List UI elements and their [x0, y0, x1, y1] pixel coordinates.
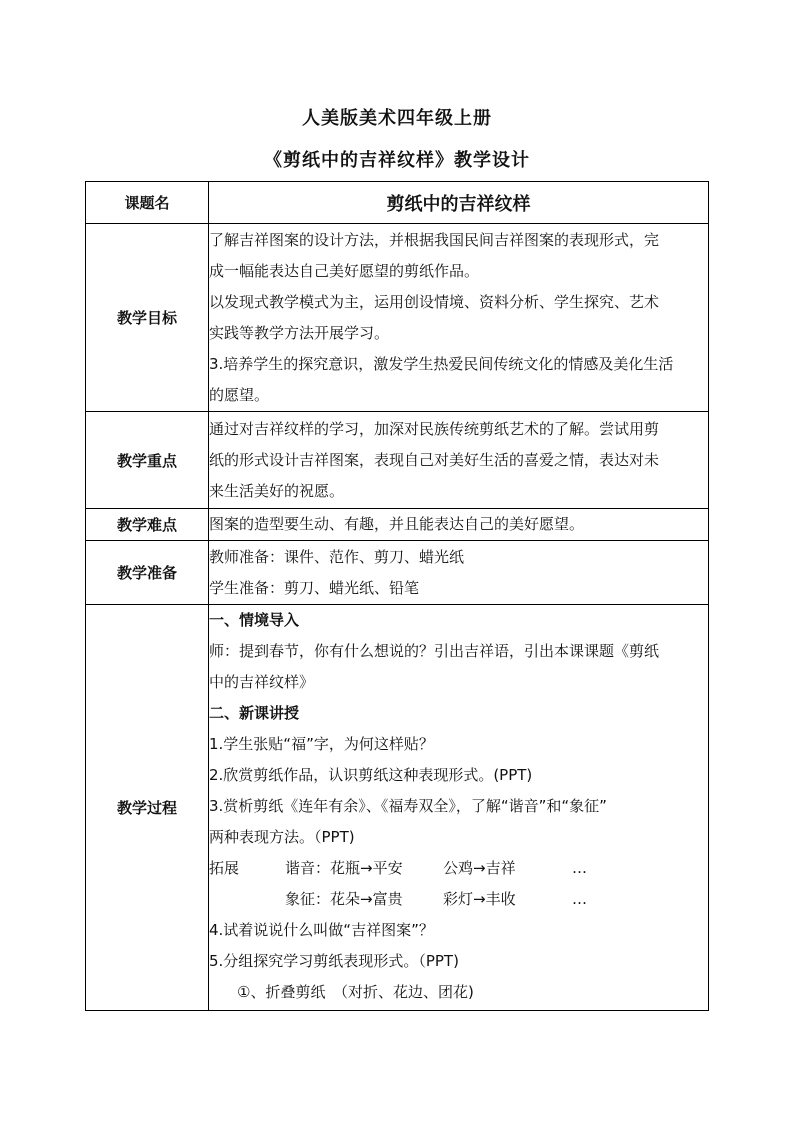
focus-label: 教学重点 — [86, 412, 209, 509]
extension-spacer — [209, 884, 285, 915]
row-goals — [86, 224, 709, 412]
process-line: 师：提到春节，你有什么想说的？引出吉祥语，引出本课课题《剪纸 — [209, 642, 660, 660]
topic-label: 课题名 — [86, 182, 209, 224]
process-line: 2.欣赏剪纸作品，认识剪纸这种表现形式。(PPT) — [209, 766, 533, 784]
row-topic — [86, 182, 709, 224]
goals-line: 实践等教学方法开展学习。 — [209, 323, 390, 342]
process-line: 中的吉祥纹样》 — [209, 673, 315, 691]
prep-line: 教师准备：课件、范作、剪刀、蜡光纸 — [209, 547, 465, 566]
process-line: ①、折叠剪纸 （对折、花边、团花) — [237, 983, 474, 1001]
extension-row — [209, 884, 708, 915]
process-content — [209, 605, 709, 1011]
focus-line: 来生活美好的祝愿。 — [209, 481, 345, 500]
extension-cell: 象征：花朵→富贵 — [285, 890, 403, 908]
prep-label: 教学准备 — [86, 541, 209, 605]
extension-cell: … — [572, 859, 587, 877]
focus-line: 纸的形式设计吉祥图案，表现自己对美好生活的喜爱之情，表达对未 — [209, 450, 660, 469]
process-line: 5.分组探究学习剪纸表现形式。（PPT) — [209, 952, 459, 970]
document-subtitle: 《剪纸中的吉祥纹样》教学设计 — [264, 150, 530, 171]
difficulty-content — [209, 509, 709, 541]
difficulty-line: 图案的造型要生动、有趣，并且能表达自己的美好愿望。 — [209, 515, 585, 533]
goals-line: 了解吉祥图案的设计方法，并根据我国民间吉祥图案的表现形式，完 — [209, 230, 660, 249]
prep-line: 学生准备：剪刀、蜡光纸、铅笔 — [209, 578, 420, 597]
section-heading: 一、情境导入 — [209, 611, 300, 629]
extension-row — [209, 853, 708, 884]
lesson-plan-table — [85, 181, 709, 1011]
section-heading: 二、新课讲授 — [209, 704, 300, 722]
process-line: 1.学生张贴“福”字，为何这样贴？ — [209, 735, 434, 753]
goals-line: 成一幅能表达自己美好愿望的剪纸作品。 — [209, 261, 480, 280]
goals-line: 3.培养学生的探究意识，激发学生热爱民间传统文化的情感及美化生活 — [209, 354, 674, 373]
process-line: 4.试着说说什么叫做“吉祥图案”？ — [209, 921, 434, 939]
extension-cell: 彩灯→丰收 — [443, 890, 516, 908]
process-line: 3.赏析剪纸《连年有余》、《福寿双全》，了解“谐音”和“象征” — [209, 797, 607, 815]
goals-line: 以发现式教学模式为主，运用创设情境、资料分析、学生探究、艺术 — [209, 292, 660, 311]
extension-label: 拓展 — [209, 859, 240, 877]
extension-cell: … — [572, 890, 587, 908]
row-focus — [86, 412, 709, 509]
goals-line: 的愿望。 — [209, 385, 270, 404]
process-label: 教学过程 — [86, 605, 209, 1011]
topic-value: 剪纸中的吉祥纹样 — [209, 182, 709, 224]
extension-cell: 公鸡→吉祥 — [443, 859, 516, 877]
document-title: 人美版美术四年级上册 — [302, 108, 492, 129]
goals-content — [209, 224, 709, 412]
row-process — [86, 605, 709, 1011]
row-difficulty — [86, 509, 709, 541]
focus-line: 通过对吉祥纹样的学习，加深对民族传统剪纸艺术的了解。尝试用剪 — [209, 419, 660, 438]
prep-content — [209, 541, 709, 605]
goals-label: 教学目标 — [86, 224, 209, 412]
difficulty-label: 教学难点 — [86, 509, 209, 541]
extension-cell: 谐音：花瓶→平安 — [285, 859, 403, 877]
row-prep — [86, 541, 709, 605]
focus-content — [209, 412, 709, 509]
process-line: 两种表现方法。（PPT) — [209, 828, 355, 846]
